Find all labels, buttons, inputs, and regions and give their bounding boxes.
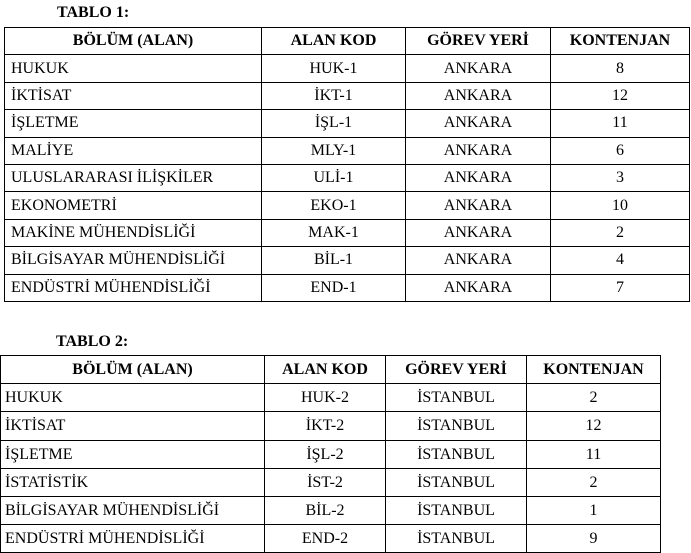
cell-kontenjan: 10 [551,192,690,219]
cell-kontenjan: 8 [551,55,690,82]
table1 [4,27,690,302]
table1-caption: TABLO 1: [57,4,130,21]
cell-gorev-yeri: ANKARA [406,110,551,137]
table2-caption: TABLO 2: [56,333,129,350]
cell-alan-kod: BİL-2 [265,496,386,524]
cell-alan-kod: İST-2 [265,468,386,496]
cell-bolum: ULUSLARARASI İLİŞKİLER [5,164,262,191]
col-header-bolum: BÖLÜM (ALAN) [1,356,265,384]
cell-alan-kod: İŞL-1 [262,110,406,137]
col-header-gorev-yeri: GÖREV YERİ [386,356,527,384]
cell-gorev-yeri: ANKARA [406,219,551,246]
cell-bolum: BİLGİSAYAR MÜHENDİSLİĞİ [1,496,265,524]
table-row [5,219,690,246]
cell-bolum: EKONOMETRİ [5,192,262,219]
col-header-kontenjan: KONTENJAN [527,356,661,384]
table-row [1,384,661,412]
cell-bolum: İKTİSAT [5,82,262,109]
table-row [1,525,661,553]
col-header-alan-kod: ALAN KOD [262,28,406,55]
cell-kontenjan: 4 [551,247,690,274]
col-header-kontenjan: KONTENJAN [551,28,690,55]
table1-body [5,55,690,302]
cell-kontenjan: 9 [527,525,661,553]
table2-header-row [1,356,661,384]
cell-kontenjan: 2 [551,219,690,246]
cell-bolum: HUKUK [1,384,265,412]
col-header-bolum: BÖLÜM (ALAN) [5,28,262,55]
cell-alan-kod: İŞL-2 [265,440,386,468]
table-row [1,412,661,440]
cell-bolum: MALİYE [5,137,262,164]
cell-gorev-yeri: İSTANBUL [386,384,527,412]
cell-kontenjan: 6 [551,137,690,164]
cell-alan-kod: HUK-2 [265,384,386,412]
cell-kontenjan: 7 [551,274,690,301]
cell-gorev-yeri: ANKARA [406,137,551,164]
table-row [1,496,661,524]
col-header-gorev-yeri: GÖREV YERİ [406,28,551,55]
cell-gorev-yeri: ANKARA [406,247,551,274]
cell-gorev-yeri: İSTANBUL [386,468,527,496]
cell-gorev-yeri: ANKARA [406,82,551,109]
cell-gorev-yeri: ANKARA [406,164,551,191]
table2-body [1,384,661,553]
table-row [1,468,661,496]
cell-bolum: HUKUK [5,55,262,82]
cell-alan-kod: İKT-1 [262,82,406,109]
table1-header-row [5,28,690,55]
cell-alan-kod: EKO-1 [262,192,406,219]
cell-bolum: İŞLETME [1,440,265,468]
col-header-alan-kod: ALAN KOD [265,356,386,384]
cell-bolum: ENDÜSTRİ MÜHENDİSLİĞİ [5,274,262,301]
cell-bolum: MAKİNE MÜHENDİSLİĞİ [5,219,262,246]
cell-kontenjan: 12 [551,82,690,109]
cell-alan-kod: END-2 [265,525,386,553]
cell-kontenjan: 2 [527,384,661,412]
cell-kontenjan: 12 [527,412,661,440]
cell-alan-kod: MLY-1 [262,137,406,164]
cell-kontenjan: 1 [527,496,661,524]
table-row [1,440,661,468]
table2 [0,355,661,553]
cell-alan-kod: HUK-1 [262,55,406,82]
cell-kontenjan: 2 [527,468,661,496]
table-row [5,164,690,191]
cell-kontenjan: 3 [551,164,690,191]
cell-alan-kod: MAK-1 [262,219,406,246]
cell-gorev-yeri: İSTANBUL [386,440,527,468]
cell-bolum: BİLGİSAYAR MÜHENDİSLİĞİ [5,247,262,274]
cell-gorev-yeri: ANKARA [406,55,551,82]
table-row [5,110,690,137]
cell-kontenjan: 11 [551,110,690,137]
table-row [5,274,690,301]
table-row [5,192,690,219]
cell-alan-kod: BİL-1 [262,247,406,274]
cell-alan-kod: ULİ-1 [262,164,406,191]
table-row [5,137,690,164]
cell-alan-kod: END-1 [262,274,406,301]
cell-gorev-yeri: İSTANBUL [386,412,527,440]
cell-bolum: İŞLETME [5,110,262,137]
cell-bolum: ENDÜSTRİ MÜHENDİSLİĞİ [1,525,265,553]
cell-gorev-yeri: ANKARA [406,274,551,301]
cell-kontenjan: 11 [527,440,661,468]
table-row [5,55,690,82]
cell-gorev-yeri: ANKARA [406,192,551,219]
table-row [5,82,690,109]
cell-alan-kod: İKT-2 [265,412,386,440]
cell-gorev-yeri: İSTANBUL [386,525,527,553]
cell-gorev-yeri: İSTANBUL [386,496,527,524]
table-row [5,247,690,274]
cell-bolum: İKTİSAT [1,412,265,440]
cell-bolum: İSTATİSTİK [1,468,265,496]
